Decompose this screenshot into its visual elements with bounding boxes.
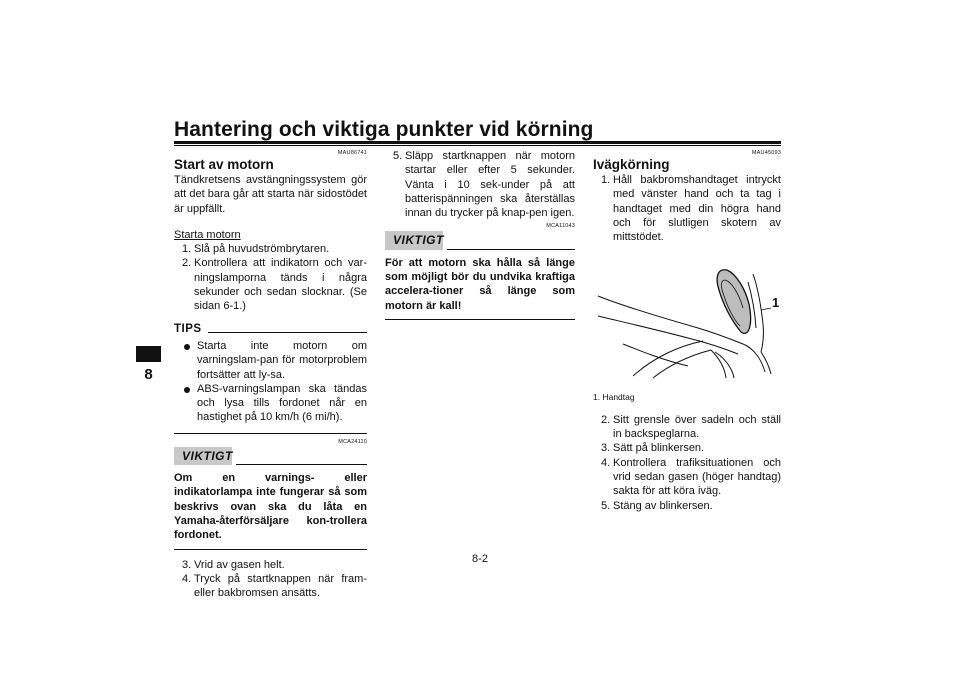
tips-list xyxy=(174,339,367,425)
list-item: 2. Kontrollera att indikatorn och var-ningslamporna tänds i några sekunder och sedan slocknar. (Se sidan 6-1.) xyxy=(182,257,367,313)
list-item: 1. Slå på huvudströmbrytaren. xyxy=(182,243,330,256)
steps-list-c xyxy=(385,149,575,220)
page-title: Hantering och viktiga punkter vid körning xyxy=(174,118,594,141)
notice-end-rule xyxy=(385,319,575,320)
section-title-departure: Ivägkörning xyxy=(593,157,670,172)
list-item: 3. Sätt på blinkersen. xyxy=(601,442,705,455)
reference-code: MCA11043 xyxy=(546,223,575,230)
header-rule xyxy=(174,141,781,144)
list-item: 1. Håll bakbromshandtaget intryckt med vänster hand och ta tag i handtaget med din högra hand och för slutligen skotern av mittstödet. xyxy=(601,174,781,244)
bullet-icon xyxy=(184,387,190,393)
notice-rule xyxy=(236,464,367,465)
subheading-start-engine: Starta motorn xyxy=(174,228,241,241)
page-number: 8-2 xyxy=(472,553,488,565)
column-3 xyxy=(593,149,781,513)
list-item: 2. Sitt grensle över sadeln och ställ in backspeglarna. xyxy=(601,413,781,441)
chapter-tab-number: 8 xyxy=(136,362,161,387)
notice-end-rule xyxy=(174,549,367,550)
list-item: 3. Vrid av gasen helt. xyxy=(182,558,285,571)
column-1 xyxy=(174,149,367,600)
notice-header xyxy=(385,231,575,249)
reference-code: MAU86741 xyxy=(337,150,367,156)
column-2 xyxy=(385,149,575,320)
list-item: 4. Kontrollera trafiksituationen och vrid sedan gasen (höger handtag) sakta för att köra iväg. xyxy=(601,456,781,498)
header-rule-thin xyxy=(174,145,781,146)
notice-rule xyxy=(447,249,575,250)
tips-label: TIPS xyxy=(174,322,202,335)
steps-list-e xyxy=(593,413,781,513)
notice-text: Om en varnings- eller indikatorlampa inte fungerar så som beskrivs ovan ska du låta en Yamaha-återförsäljare kon-trollera fordonet. xyxy=(174,472,367,542)
reference-code: MAU45093 xyxy=(751,150,781,156)
tips-header xyxy=(174,322,367,336)
scooter-rear-figure xyxy=(593,248,781,388)
list-item: 5. Stäng av blinkersen. xyxy=(601,499,713,512)
list-item: 5. Släpp startknappen när motorn startar eller efter 5 sekunder. Vänta i 10 sek-under på att batterispänningen ska återställas innan du trycker på knap-pen igen. xyxy=(393,150,575,220)
steps-list-a xyxy=(174,242,367,313)
tips-end-rule xyxy=(174,433,367,434)
list-item: 4. Tryck på startknappen när fram- eller bakbromsen ansätts. xyxy=(182,572,367,600)
notice-header xyxy=(174,447,367,465)
notice-text: För att motorn ska hålla så länge som möjligt bör du undvika kraftiga accelera-tioner så länge som motorn är kall! xyxy=(385,256,575,312)
bullet-icon xyxy=(184,344,190,350)
notice-label: VIKTIGT xyxy=(385,231,443,249)
reference-code: MCA24110 xyxy=(338,438,367,445)
list-item: ABS-varningslampan ska tändas och lysa tills fordonet når en hastighet på 10 km/h (6 mi/h). xyxy=(174,382,367,425)
figure-callout: 1 xyxy=(772,295,780,311)
section-title-start: Start av motorn xyxy=(174,157,274,172)
figure-caption: 1. Handtag xyxy=(593,392,635,403)
tips-rule xyxy=(208,332,367,333)
list-item: Starta inte motorn om varningslam-pan för motorproblem fortsätter att ly-sa. xyxy=(174,339,367,382)
steps-list-d xyxy=(593,173,781,244)
notice-label: VIKTIGT xyxy=(174,447,232,465)
scooter-handle-illustration xyxy=(593,248,781,380)
intro-paragraph: Tändkretsens avstängningssystem gör att det bara går att starta när sidostödet är uppfällt. xyxy=(174,174,367,215)
